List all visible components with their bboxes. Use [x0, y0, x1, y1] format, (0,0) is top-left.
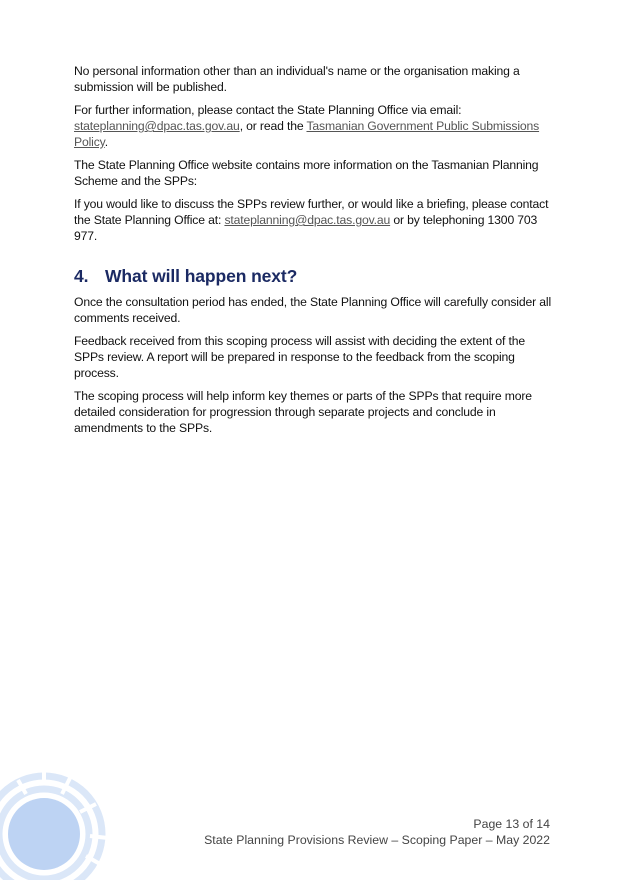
website-paragraph: The State Planning Office website contains more information on the Tasmanian Planning Scheme and the SPPs: — [74, 158, 539, 188]
privacy-paragraph: No personal information other than an individual's name or the organisation making a submission will be published. — [74, 64, 520, 94]
briefing-paragraph — [74, 196, 552, 244]
logo-center-circle — [8, 798, 80, 870]
page-content — [74, 63, 552, 443]
section-paragraph-2: Feedback received from this scoping process will assist with deciding the extent of the SPPs review. A report will be prepared in response to the feedback from the scoping process. — [74, 334, 525, 380]
tasmanian-government-logo — [0, 764, 110, 880]
briefing-email-link[interactable]: stateplanning@dpac.tas.gov.au — [224, 213, 391, 227]
document-title: State Planning Provisions Review – Scoping Paper – May 2022 — [204, 833, 550, 847]
section-heading — [74, 266, 552, 287]
page-footer — [204, 816, 550, 848]
contact-paragraph — [74, 102, 552, 150]
section-number: 4. — [74, 266, 89, 286]
submissions-policy-link[interactable]: Tasmanian Government Public Submissions Policy — [74, 119, 540, 149]
section-title: What will happen next? — [105, 266, 298, 286]
briefing-text-end: or by telephoning 1300 703 977. — [74, 213, 538, 243]
email-link[interactable]: stateplanning@dpac.tas.gov.au — [74, 119, 240, 133]
page-number: Page 13 of 14 — [473, 817, 550, 831]
contact-text-end: . — [104, 135, 108, 149]
contact-text: For further information, please contact the State Planning Office via email: — [74, 103, 462, 117]
briefing-text: If you would like to discuss the SPPs review further, or would like a briefing, please contact the State Planning Office at: — [74, 197, 549, 227]
section-paragraph-3: The scoping process will help inform key themes or parts of the SPPs that require more detailed consideration for progression through separate projects and conclude in amendments to the SPPs. — [74, 389, 532, 435]
section-paragraph-1: Once the consultation period has ended, the State Planning Office will carefully consider all comments received. — [74, 295, 552, 325]
contact-text-middle: , or read the — [239, 119, 307, 133]
